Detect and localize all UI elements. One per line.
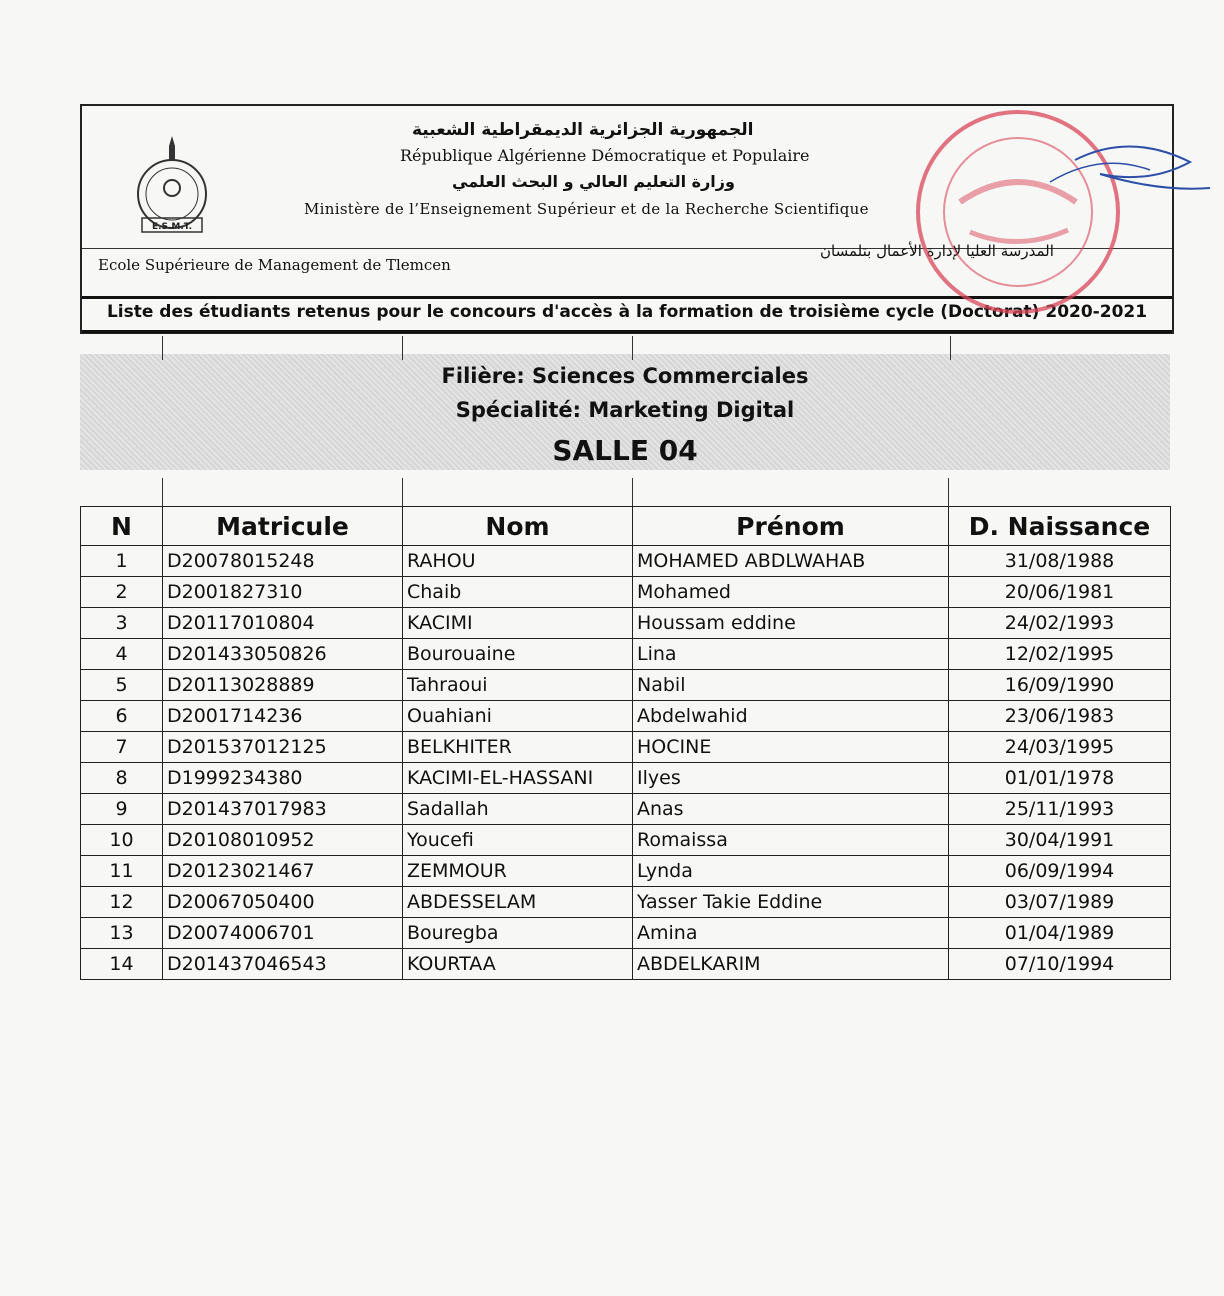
list-title: Liste des étudiants retenus pour le concours d'accès à la formation de troisième cycle (Doctorat) 2020-2021 (106, 302, 1148, 322)
cell-matricule: D201537012125 (163, 732, 403, 763)
cell-prenom: HOCINE (633, 732, 949, 763)
table-row (81, 670, 1171, 701)
column-tick (948, 478, 949, 506)
school-logo-icon (122, 132, 222, 244)
specialite-heading: Spécialité: Marketing Digital (455, 398, 795, 422)
column-header-nom: Nom (403, 507, 633, 546)
cell-naissance: 03/07/1989 (949, 887, 1171, 918)
cell-n: 14 (81, 949, 163, 980)
column-tick (402, 478, 403, 506)
table-row (81, 949, 1171, 980)
cell-prenom: ABDELKARIM (633, 949, 949, 980)
table-row (81, 701, 1171, 732)
cell-prenom: Lynda (633, 856, 949, 887)
table-row (81, 794, 1171, 825)
cell-matricule: D20067050400 (163, 887, 403, 918)
cell-nom: KOURTAA (403, 949, 633, 980)
cell-prenom: Anas (633, 794, 949, 825)
cell-matricule: D1999234380 (163, 763, 403, 794)
cell-naissance: 20/06/1981 (949, 577, 1171, 608)
cell-matricule: D20123021467 (163, 856, 403, 887)
cell-prenom: Houssam eddine (633, 608, 949, 639)
table-body (81, 546, 1171, 980)
cell-nom: Tahraoui (403, 670, 633, 701)
arabic-republic-title: الجمهورية الجزائرية الديمقراطية الشعبية (412, 120, 754, 140)
table-row (81, 546, 1171, 577)
cell-nom: Bourouaine (403, 639, 633, 670)
cell-nom: Bouregba (403, 918, 633, 949)
svg-text:E.S.M.T.: E.S.M.T. (151, 222, 193, 232)
column-tick (162, 478, 163, 506)
cell-nom: Sadallah (403, 794, 633, 825)
cell-naissance: 31/08/1988 (949, 546, 1171, 577)
cell-naissance: 25/11/1993 (949, 794, 1171, 825)
column-header-n: N (81, 507, 163, 546)
cell-nom: Ouahiani (403, 701, 633, 732)
school-name-ar: المدرسة العليا لإدارة الأعمال بتلمسان (820, 242, 1054, 260)
table-row (81, 732, 1171, 763)
cell-prenom: Nabil (633, 670, 949, 701)
column-tick (162, 336, 163, 360)
cell-naissance: 12/02/1995 (949, 639, 1171, 670)
french-ministry-title: Ministère de l’Enseignement Supérieur et de la Recherche Scientifique (304, 200, 869, 218)
cell-nom: KACIMI-EL-HASSANI (403, 763, 633, 794)
cell-n: 12 (81, 887, 163, 918)
column-header-matricule: Matricule (163, 507, 403, 546)
cell-matricule: D2001714236 (163, 701, 403, 732)
column-tick (402, 336, 403, 360)
cell-nom: ZEMMOUR (403, 856, 633, 887)
cell-nom: Youcefi (403, 825, 633, 856)
arabic-ministry-title: وزارة التعليم العالي و البحث العلمي (452, 172, 735, 191)
students-table (80, 506, 1171, 980)
cell-matricule: D20117010804 (163, 608, 403, 639)
table-header-row (81, 507, 1171, 546)
cell-prenom: Romaissa (633, 825, 949, 856)
cell-prenom: Abdelwahid (633, 701, 949, 732)
cell-prenom: Lina (633, 639, 949, 670)
school-name-fr: Ecole Supérieure de Management de Tlemcen (98, 256, 451, 274)
table-row (81, 608, 1171, 639)
column-header-prenom: Prénom (633, 507, 949, 546)
column-tick (632, 478, 633, 506)
cell-matricule: D20074006701 (163, 918, 403, 949)
cell-naissance: 16/09/1990 (949, 670, 1171, 701)
cell-nom: RAHOU (403, 546, 633, 577)
cell-n: 2 (81, 577, 163, 608)
cell-prenom: Mohamed (633, 577, 949, 608)
cell-matricule: D201433050826 (163, 639, 403, 670)
cell-naissance: 30/04/1991 (949, 825, 1171, 856)
cell-n: 7 (81, 732, 163, 763)
cell-prenom: Ilyes (633, 763, 949, 794)
column-tick (950, 336, 951, 360)
room-heading: SALLE 04 (552, 434, 698, 467)
cell-naissance: 23/06/1983 (949, 701, 1171, 732)
cell-matricule: D20078015248 (163, 546, 403, 577)
filiere-heading: Filière: Sciences Commerciales (441, 364, 809, 388)
cell-prenom: Amina (633, 918, 949, 949)
cell-naissance: 24/03/1995 (949, 732, 1171, 763)
column-header-naissance: D. Naissance (949, 507, 1171, 546)
table-row (81, 887, 1171, 918)
table-row (81, 577, 1171, 608)
cell-n: 11 (81, 856, 163, 887)
table-row (81, 918, 1171, 949)
cell-n: 5 (81, 670, 163, 701)
cell-naissance: 01/04/1989 (949, 918, 1171, 949)
cell-n: 9 (81, 794, 163, 825)
cell-naissance: 01/01/1978 (949, 763, 1171, 794)
cell-naissance: 07/10/1994 (949, 949, 1171, 980)
column-tick (632, 336, 633, 360)
cell-matricule: D201437017983 (163, 794, 403, 825)
official-stamp-icon (900, 92, 1220, 342)
cell-naissance: 06/09/1994 (949, 856, 1171, 887)
french-republic-title: République Algérienne Démocratique et Populaire (400, 146, 810, 165)
cell-n: 4 (81, 639, 163, 670)
table-row (81, 825, 1171, 856)
cell-n: 3 (81, 608, 163, 639)
cell-n: 10 (81, 825, 163, 856)
table-row (81, 856, 1171, 887)
cell-n: 1 (81, 546, 163, 577)
cell-prenom: Yasser Takie Eddine (633, 887, 949, 918)
cell-nom: Chaib (403, 577, 633, 608)
cell-n: 6 (81, 701, 163, 732)
cell-nom: BELKHITER (403, 732, 633, 763)
cell-matricule: D2001827310 (163, 577, 403, 608)
cell-prenom: MOHAMED ABDLWAHAB (633, 546, 949, 577)
table-row (81, 639, 1171, 670)
cell-n: 13 (81, 918, 163, 949)
table-row (81, 763, 1171, 794)
cell-nom: KACIMI (403, 608, 633, 639)
cell-matricule: D201437046543 (163, 949, 403, 980)
cell-nom: ABDESSELAM (403, 887, 633, 918)
cell-naissance: 24/02/1993 (949, 608, 1171, 639)
cell-matricule: D20108010952 (163, 825, 403, 856)
cell-n: 8 (81, 763, 163, 794)
cell-matricule: D20113028889 (163, 670, 403, 701)
